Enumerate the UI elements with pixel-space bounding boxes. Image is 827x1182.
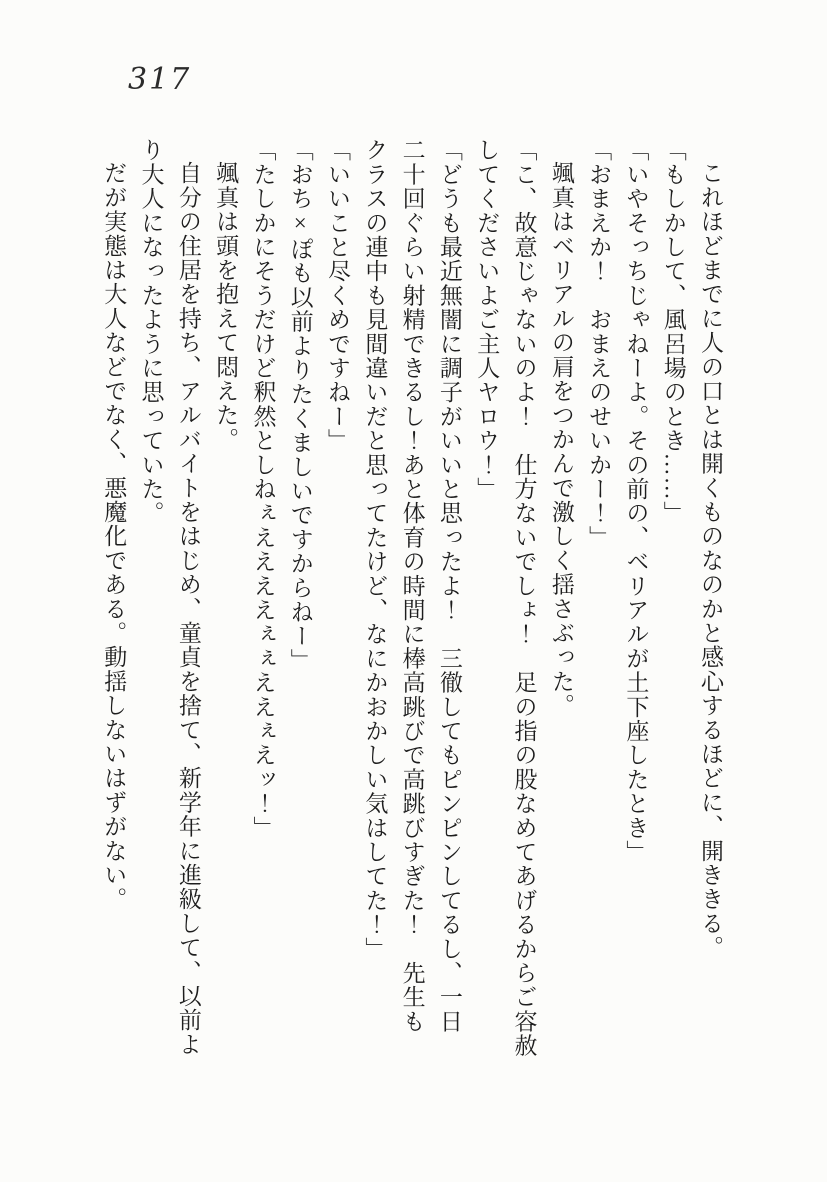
text-line: 「たしかにそうだけど釈然としねぇええええぇぇええぇえッ！」 [250,138,276,840]
text-line: してくださいよご主人ヤロウ！」 [474,138,500,501]
body-text [95,138,729,1060]
text-line: 「いいこと尽くめですねー」 [325,138,351,453]
text-line: 「こ、故意じゃないのよ！ 仕方ないでしょ！ 足の指の股なめてあげるからご容赦 [511,138,537,1058]
text-line: だが実態は大人などでなく、悪魔化である。動揺しないはずがない。 [101,161,127,912]
text-line: 「おち×ぽも以前よりたくましいですからねー」 [287,138,313,673]
text-line: り大人になったように思っていた。 [138,138,164,526]
text-line: クラスの連中も見間違いだと思ってたけど、なにかおかしい気はしてた！」 [362,138,388,961]
page-number: 317 [128,62,192,97]
text-line: これほどまでに人の口とは開くものなのかと感心するほどに、開ききる。 [698,161,723,960]
text-line: 颯真は頭を抱えて悶えた。 [213,161,239,452]
text-line: 二十回ぐらい射精できるし！あと体育の時間に棒高跳びで高跳びすぎた！ 先生も [399,138,425,1034]
text-line: 自分の住居を持ち、アルバイトをはじめ、童貞を捨て、新学年に進級して、以前よ [175,161,201,1057]
text-line: 「どうも最近無闇に調子がいいと思ったよ！ 三徹してもピンピンしてるし、一日 [436,138,462,1034]
text-line: 「おまえか！ おまえのせいかー！」 [586,138,612,550]
text-line: 「もしかして、風呂場のとき……」 [660,138,686,526]
text-line: 颯真はベリアルの肩をつかんで激しく揺さぶった。 [548,161,574,718]
text-line: 「いやそっちじゃねーよ。その前の、ベリアルが土下座したとき」 [623,138,649,864]
